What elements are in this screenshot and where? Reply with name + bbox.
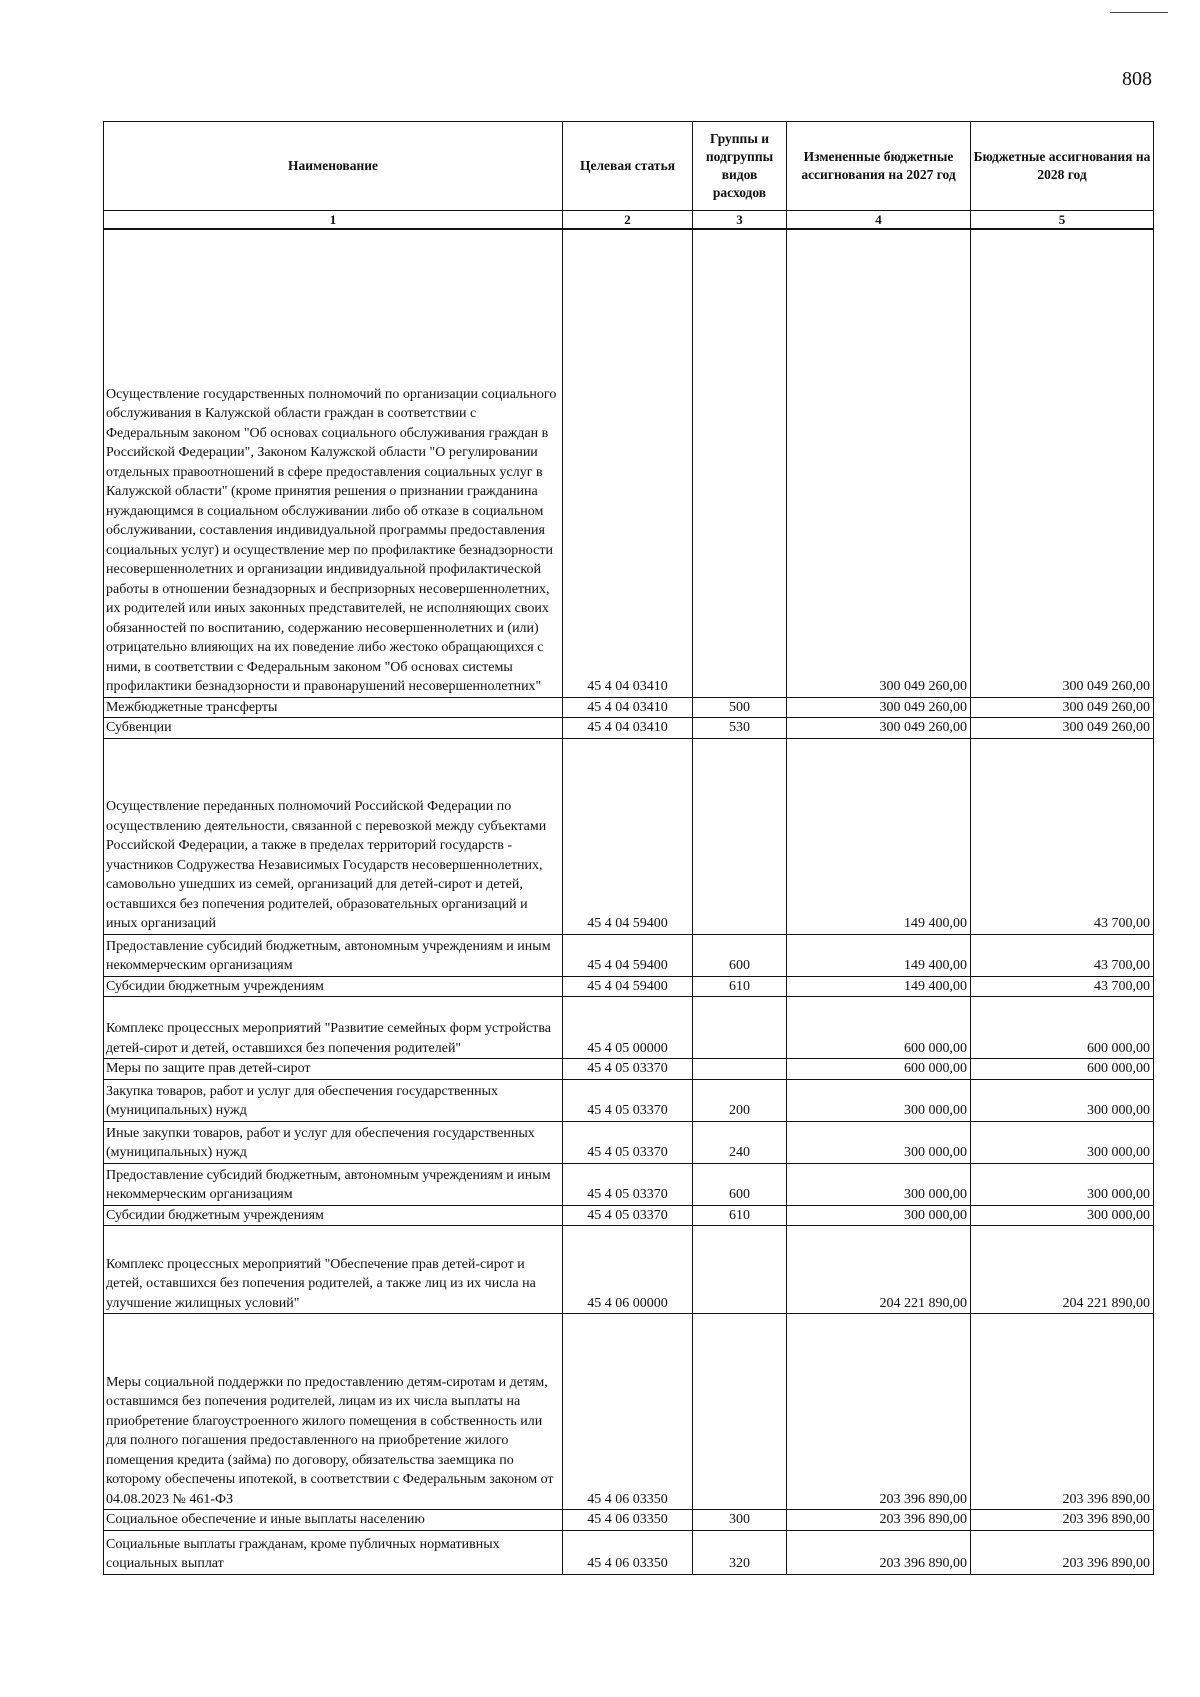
row-target: 45 4 06 03350	[563, 1510, 693, 1531]
row-2027: 149 400,00	[787, 934, 971, 976]
table-row	[104, 718, 1154, 739]
row-name: Меры по защите прав детей-сирот	[104, 1059, 563, 1080]
row-2028: 300 049 260,00	[971, 697, 1154, 718]
table-row	[104, 1205, 1154, 1226]
row-name: Осуществление государственных полномочий по организации социального обслуживания в Калужской области граждан в соответствии с Федеральным законом "Об основах социального обслуживания граждан в Российской Федерации", Законом Калужской области "О регулировании отдельных правоотношений в сфере предоставления социальных услуг в Калужской области" (кроме принятия решения о признании гражданина нуждающимся в социальном обслуживании либо об отказе в социальном обслуживании, составления индивидуальной программы предоставления социальных услуг) и осуществление мер по профилактике безнадзорности несовершеннолетних и организации индивидуальной профилактической работы в отношении безнадзорных и беспризорных несовершеннолетних, их родителей или иных законных представителей, не исполняющих своих обязанностей по воспитанию, содержанию несовершеннолетних и (или) отрицательно влияющих на их поведение либо жестоко обращающихся с ними, в соответствии с Федеральным законом "Об основах системы профилактики безнадзорности и правонарушений несовершеннолетних"	[104, 229, 563, 697]
row-group	[693, 1226, 787, 1314]
row-group: 530	[693, 718, 787, 739]
row-target: 45 4 04 59400	[563, 976, 693, 997]
row-target: 45 4 06 00000	[563, 1226, 693, 1314]
table-row	[104, 997, 1154, 1059]
row-group: 300	[693, 1510, 787, 1531]
row-2027: 149 400,00	[787, 976, 971, 997]
header-groups: Группы и подгруппы видов расходов	[693, 122, 787, 211]
table-header-row	[104, 122, 1154, 211]
row-target: 45 4 05 03370	[563, 1079, 693, 1121]
row-name: Осуществление переданных полномочий Российской Федерации по осуществлению деятельности, связанной с перевозкой между субъектами Российской Федерации, а также в пределах территорий государств - участников Содружества Независимых Государств несовершеннолетних, самовольно ушедших из семей, организаций для детей-сирот и детей, оставшихся без попечения родителей, образовательных организаций и иных организаций	[104, 738, 563, 934]
row-name: Предоставление субсидий бюджетным, автономным учреждениям и иным некоммерческим организациям	[104, 934, 563, 976]
row-group: 320	[693, 1530, 787, 1574]
row-2028: 43 700,00	[971, 934, 1154, 976]
row-group: 610	[693, 1205, 787, 1226]
row-target: 45 4 05 03370	[563, 1163, 693, 1205]
column-number: 1	[104, 211, 563, 230]
table-row	[104, 697, 1154, 718]
row-2028: 300 000,00	[971, 1079, 1154, 1121]
row-target: 45 4 05 03370	[563, 1205, 693, 1226]
row-name: Меры социальной поддержки по предоставлению детям-сиротам и детям, оставшимся без попечения родителей, лицам из их числа выплаты на приобретение благоустроенного жилого помещения в собственность или для полного погашения предоставленного на приобретение жилого помещения кредита (займа) по договору, обязательства заемщика по которому обеспечены ипотекой, в соответствии с Федеральным законом от 04.08.2023 № 461-ФЗ	[104, 1314, 563, 1510]
table-row	[104, 1121, 1154, 1163]
page-number: 808	[1122, 68, 1152, 90]
row-group	[693, 997, 787, 1059]
row-2028: 300 000,00	[971, 1205, 1154, 1226]
row-name: Комплекс процессных мероприятий "Обеспечение прав детей-сирот и детей, оставшихся без попечения родителей, а также лиц из их числа на улучшение жилищных условий"	[104, 1226, 563, 1314]
row-group: 600	[693, 1163, 787, 1205]
header-target: Целевая статья	[563, 122, 693, 211]
row-2028: 204 221 890,00	[971, 1226, 1154, 1314]
row-target: 45 4 05 03370	[563, 1059, 693, 1080]
row-2028: 43 700,00	[971, 976, 1154, 997]
row-target: 45 4 06 03350	[563, 1314, 693, 1510]
row-2027: 600 000,00	[787, 997, 971, 1059]
row-name: Социальное обеспечение и иные выплаты населению	[104, 1510, 563, 1531]
top-rule	[1110, 12, 1168, 13]
row-name: Комплекс процессных мероприятий "Развитие семейных форм устройства детей-сирот и детей, оставшихся без попечения родителей"	[104, 997, 563, 1059]
column-number: 4	[787, 211, 971, 230]
row-group	[693, 1059, 787, 1080]
column-numbers-row	[104, 211, 1154, 230]
table-row	[104, 1510, 1154, 1531]
row-2027: 300 000,00	[787, 1121, 971, 1163]
table-row	[104, 1226, 1154, 1314]
budget-table	[103, 121, 1154, 1575]
row-2027: 600 000,00	[787, 1059, 971, 1080]
row-2027: 300 000,00	[787, 1163, 971, 1205]
row-2028: 203 396 890,00	[971, 1510, 1154, 1531]
row-2028: 203 396 890,00	[971, 1314, 1154, 1510]
row-group	[693, 229, 787, 697]
column-number: 5	[971, 211, 1154, 230]
row-target: 45 4 04 03410	[563, 718, 693, 739]
table-row	[104, 229, 1154, 697]
row-target: 45 4 06 03350	[563, 1530, 693, 1574]
header-changed-2027: Измененные бюджетные ассигнования на 2027 год	[787, 122, 971, 211]
row-2028: 300 000,00	[971, 1121, 1154, 1163]
row-target: 45 4 04 03410	[563, 229, 693, 697]
row-2027: 300 049 260,00	[787, 718, 971, 739]
row-target: 45 4 04 03410	[563, 697, 693, 718]
row-target: 45 4 04 59400	[563, 934, 693, 976]
table-row	[104, 1314, 1154, 1510]
row-2027: 300 049 260,00	[787, 229, 971, 697]
row-group: 500	[693, 697, 787, 718]
row-name: Иные закупки товаров, работ и услуг для обеспечения государственных (муниципальных) нужд	[104, 1121, 563, 1163]
column-number: 3	[693, 211, 787, 230]
row-name: Субсидии бюджетным учреждениям	[104, 976, 563, 997]
row-2028: 203 396 890,00	[971, 1530, 1154, 1574]
row-name: Социальные выплаты гражданам, кроме публичных нормативных социальных выплат	[104, 1530, 563, 1574]
row-group: 200	[693, 1079, 787, 1121]
column-number: 2	[563, 211, 693, 230]
row-2027: 300 000,00	[787, 1205, 971, 1226]
row-2028: 600 000,00	[971, 997, 1154, 1059]
row-group: 600	[693, 934, 787, 976]
row-name: Межбюджетные трансферты	[104, 697, 563, 718]
row-2028: 43 700,00	[971, 738, 1154, 934]
row-name: Закупка товаров, работ и услуг для обеспечения государственных (муниципальных) нужд	[104, 1079, 563, 1121]
table-row	[104, 976, 1154, 997]
row-group	[693, 1314, 787, 1510]
row-2027: 149 400,00	[787, 738, 971, 934]
table-row	[104, 1059, 1154, 1080]
row-2028: 300 000,00	[971, 1163, 1154, 1205]
row-target: 45 4 04 59400	[563, 738, 693, 934]
header-allocations-2028: Бюджетные ассигнования на 2028 год	[971, 122, 1154, 211]
row-group: 610	[693, 976, 787, 997]
table-row	[104, 934, 1154, 976]
row-2027: 300 000,00	[787, 1079, 971, 1121]
row-name: Предоставление субсидий бюджетным, автономным учреждениям и иным некоммерческим организациям	[104, 1163, 563, 1205]
row-2028: 300 049 260,00	[971, 229, 1154, 697]
row-2027: 300 049 260,00	[787, 697, 971, 718]
table-row	[104, 738, 1154, 934]
row-group	[693, 738, 787, 934]
table-row	[104, 1079, 1154, 1121]
row-name: Субсидии бюджетным учреждениям	[104, 1205, 563, 1226]
row-2027: 204 221 890,00	[787, 1226, 971, 1314]
row-2027: 203 396 890,00	[787, 1314, 971, 1510]
row-target: 45 4 05 03370	[563, 1121, 693, 1163]
row-2027: 203 396 890,00	[787, 1510, 971, 1531]
row-2028: 300 049 260,00	[971, 718, 1154, 739]
row-name: Субвенции	[104, 718, 563, 739]
table-row	[104, 1163, 1154, 1205]
row-2027: 203 396 890,00	[787, 1530, 971, 1574]
table-row	[104, 1530, 1154, 1574]
row-target: 45 4 05 00000	[563, 997, 693, 1059]
row-2028: 600 000,00	[971, 1059, 1154, 1080]
row-group: 240	[693, 1121, 787, 1163]
header-name: Наименование	[104, 122, 563, 211]
